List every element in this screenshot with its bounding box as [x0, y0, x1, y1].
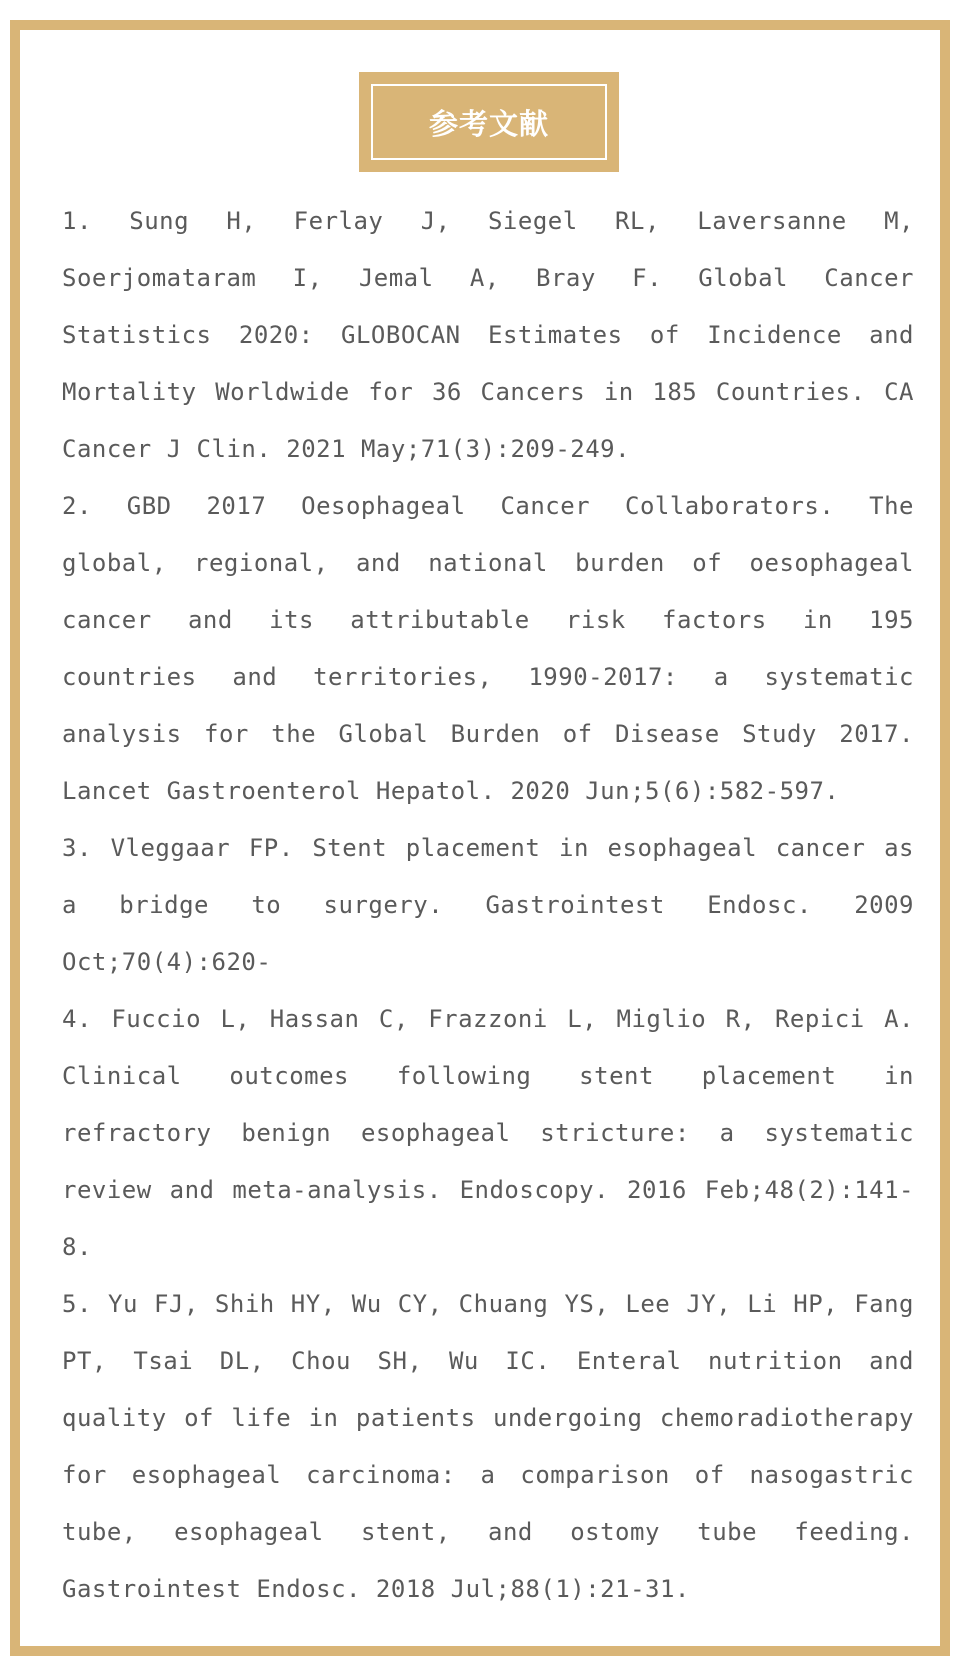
title-badge: [359, 72, 619, 172]
page-frame: [10, 20, 950, 1656]
reference-item: 5. Yu FJ, Shih HY, Wu CY, Chuang YS, Lee JY, Li HP, Fang PT, Tsai DL, Chou SH, Wu IC. Enteral nutrition and quality of life in patients undergoing chemoradiotherapy for esophageal carcinoma: a comparison of nasogastric tube, esophageal stent, and ostomy tube feeding. Gastrointest Endosc. 2018 Jul;88(1):21-31.: [62, 1290, 914, 1603]
reference-list: [62, 193, 914, 1618]
reference-item: 3. Vleggaar FP. Stent placement in esophageal cancer as a bridge to surgery. Gastrointest Endosc. 2009 Oct;70(4):620-: [62, 834, 914, 976]
reference-item: 1. Sung H, Ferlay J, Siegel RL, Laversanne M, Soerjomataram I, Jemal A, Bray F. Global Cancer Statistics 2020: GLOBOCAN Estimates of Incidence and Mortality Worldwide for 36 Cancers in 185 Countries. CA Cancer J Clin. 2021 May;71(3):209-249.: [62, 207, 914, 463]
reference-item: 2. GBD 2017 Oesophageal Cancer Collaborators. The global, regional, and national burden of oesophageal cancer and its attributable risk factors in 195 countries and territories, 1990-2017: a systematic analysis for the Global Burden of Disease Study 2017. Lancet Gastroenterol Hepatol. 2020 Jun;5(6):582-597.: [62, 492, 914, 805]
page-title: 参考文献: [371, 84, 607, 160]
reference-item: 4. Fuccio L, Hassan C, Frazzoni L, Miglio R, Repici A. Clinical outcomes following stent placement in refractory benign esophageal stricture: a systematic review and meta-analysis. Endoscopy. 2016 Feb;48(2):141-8.: [62, 1005, 914, 1261]
